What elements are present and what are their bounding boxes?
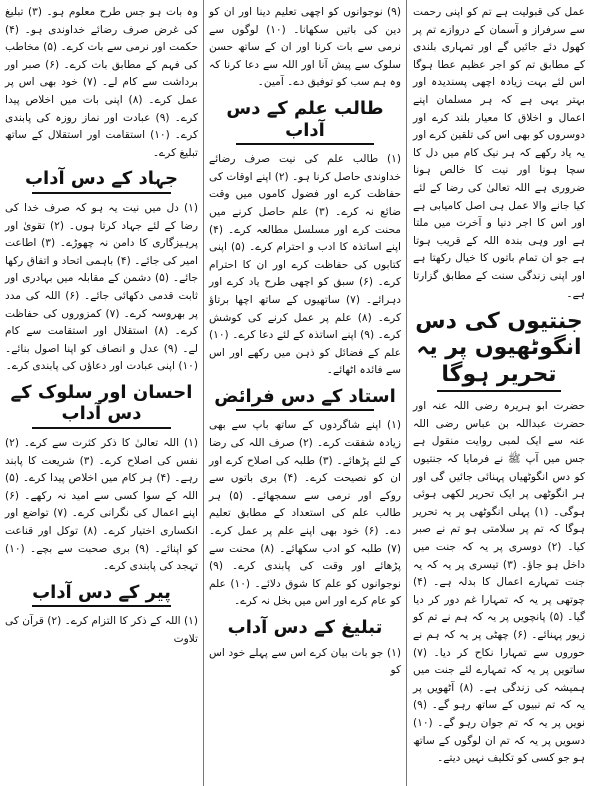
right-intro-text: عمل کی قبولیت ہے تم کو اپنی رحمت سے سرفراز و آسمان کے دروازے تم پر کھول دئے جائیں گے اور تمہاری بلندی کے مطابق تم کو اجر عظیم عطا ہوگا اس لئے بہت زیادہ اچھی پسندیدہ اور بہتر یہی ہے کہ ہر مسلمان اپنے اعمال و اخلاق کا معیار بلند کرے اور دوسروں کو بھی اس کی تلقین کرے اور یہ یاد رکھے کہ ہر نیک کام میں دل کا سچا ہونا اور نیت کا خالص ہونا ضروری ہے اللہ تعالیٰ کی رضا کے لئے کیا جانے والا عمل ہی اصل کامیابی ہے اور اس کا اجر دنیا و آخرت میں ملتا ہے اور وہی بندہ اللہ کے قریب ہوتا ہے جو ان تمام باتوں کا خیال رکھتا ہے اور اپنی زندگی سنت کے مطابق گزارتا ہے۔ — [413, 6, 585, 300]
column-left — [0, 0, 203, 786]
teacher-duties-heading — [209, 386, 401, 412]
jannat-rings-heading-text: جنتیوں کی دس انگوٹھیوں پر یہ تحریر ہوگا — [415, 309, 583, 387]
jihad-manners-body: (۱) دل میں نیت یہ ہو کہ صرف خدا کی رضا کے لئے جہاد کرتا ہوں۔ (۲) تقویٰ اور پرہیزگاری کا دامن نہ چھوڑے۔ (۳) اطاعت امیر کی جائے۔ (۴) باہمی اتحاد و اتفاق رکھا جائے۔ (۵) دشمن کے مقابلہ میں بہادری اور ثابت قدمی دکھائی جائے۔ (۶) اللہ کی مدد پر بھروسہ کرے۔ (۷) کمزوروں کی حفاظت کرے۔ (۸) استقلال اور استقامت سے کام لے۔ (۹) عدل و انصاف کو اپنا اصول بنائے۔ (۱۰) اپنی عبادت اور دعاؤں کی پابندی کرے۔ — [5, 201, 199, 373]
jihad-manners-heading — [5, 168, 198, 194]
column-right — [408, 0, 590, 786]
heading-underline — [32, 192, 171, 194]
peer-manners-heading — [5, 582, 198, 608]
middle-intro-text: (۹) نوجوانوں کو اچھی تعلیم دینا اور ان کو دین کی باتیں سکھانا۔ (۱۰) لوگوں سے نرمی سے بات کرنا اور ان کے ساتھ حسن سلوک سے پیش آنا اور اللہ سے دعا کرنا کہ وہ ہم سب کو توفیق دے۔ آمین۔ — [209, 6, 401, 89]
column-divider — [406, 0, 407, 786]
left-intro-text: وہ بات ہو جس طرح معلوم ہو۔ (۳) تبلیغ کی غرض صرف رضائے خداوندی ہو۔ (۴) حکمت اور نرمی سے بات کرے۔ (۵) مخاطب کی فہم کے مطابق بات کرے۔ (۶) صبر اور برداشت سے کام لے۔ (۷) خود بھی اس پر عمل کرے۔ (۸) اپنی بات میں اخلاص پیدا کرے۔ (۹) عبادت اور نماز روزہ کی پابندی کرے۔ (۱۰) استقامت اور استقلال کے ساتھ تبلیغ کرے۔ — [5, 6, 199, 159]
jannat-rings-heading — [413, 309, 585, 392]
peer-manners-heading-text: پیر کے دس آداب — [32, 581, 171, 603]
ihsan-manners-heading — [5, 382, 198, 429]
jannat-rings-body: حضرت ابو ہریرہ رضی اللہ عنہ اور حضرت عبداللہ بن عباس رضی اللہ عنہ سے ایک لمبی روایت منقول ہے جس میں آپ ﷺ نے فرمایا کہ جنتیوں کو دس انگوٹھیاں پہنائی جائیں گی اور ہر انگوٹھی پر ایک تحریر لکھی ہوئی ہوگی۔ (۱) پہلی انگوٹھی پر یہ تحریر ہوگا کہ تم پر سلامتی ہو تم نے صبر کیا۔ (۲) دوسری پر یہ کہ جنت میں داخل ہو جاؤ۔ (۳) تیسری پر یہ کہ یہ جنت تمہارے اعمال کا بدلہ ہے۔ (۴) چوتھی پر یہ کہ تمہارا غم دور کر دیا گیا۔ (۵) پانچویں پر یہ کہ ہم نے تم کو زیور پہنائے۔ (۶) چھٹی پر یہ کہ ہم نے حوروں سے تمہارا نکاح کر دیا۔ (۷) ساتویں پر یہ کہ تمہارے لئے جنت میں ہمیشہ کی زندگی ہے۔ (۸) آٹھویں پر یہ کہ تم نبیوں کے ساتھ رہو گے۔ (۹) نویں پر یہ کہ تم جوان رہو گے۔ (۱۰) دسویں پر یہ کہ تم ان لوگوں کے ساتھ ہو جو کسی کو تکلیف نہیں دیتے۔ — [413, 400, 586, 765]
tabligh-manners-heading-text: تبلیغ کے دس آداب — [227, 617, 383, 638]
heading-underline — [437, 390, 561, 392]
heading-underline — [32, 427, 171, 429]
ihsan-manners-heading-text: احسان اور سلوک کے دس آداب — [10, 381, 193, 425]
tabligh-manners-body: (۱) جو بات بیان کرے اس سے پہلے خود اس کو — [209, 646, 401, 677]
student-manners-heading — [209, 98, 401, 145]
peer-manners-body: (۱) اللہ کے ذکر کا التزام کرے۔ (۲) قرآن کی تلاوت — [5, 615, 198, 645]
teacher-duties-body: (۱) اپنے شاگردوں کے ساتھ باپ سے بھی زیادہ شفقت کرے۔ (۲) صرف اللہ کی رضا کے لئے پڑھائے۔ (۳) طلبہ کی اصلاح کرے اور ان کو نصیحت کرے۔ (۴) بری باتوں سے روکے اور نرمی سے سمجھائے۔ (۵) ہر طالب علم کی استعداد کے مطابق تعلیم دے۔ (۶) خود بھی اپنے علم پر عمل کرے۔ (۷) طلبہ کو ادب سکھائے۔ (۸) محنت سے پڑھائے اور وقت کی پابندی کرے۔ (۹) نوجوانوں کو علم کا شوق دلائے۔ (۱۰) علم کو عام کرے اور اس میں بخل نہ کرے۔ — [209, 419, 402, 608]
tabligh-manners-heading — [209, 617, 401, 639]
teacher-duties-heading-text: استاد کے دس فرائض — [214, 385, 396, 407]
heading-underline — [236, 143, 374, 145]
jihad-manners-heading-text: جہاد کے دس آداب — [24, 168, 179, 190]
student-manners-heading-text: طالب علم کے دس آداب — [226, 97, 384, 141]
column-middle — [204, 0, 406, 786]
heading-underline — [32, 605, 171, 607]
column-divider — [203, 0, 204, 786]
student-manners-body: (۱) طالب علم کی نیت صرف رضائے خداوندی حاصل کرنا ہو۔ (۲) اپنے اوقات کی حفاظت کرے اور فضول کاموں میں وقت ضائع نہ کرے۔ (۳) علم حاصل کرنے میں محنت کرے اور مسلسل مطالعہ کرے۔ (۴) اپنے اساتذہ کا ادب و احترام کرے۔ (۵) اپنی کتابوں کی حفاظت کرے اور ان کا احترام کرے۔ (۶) سبق کو اچھی طرح یاد کرے اور دہرائے۔ (۷) ساتھیوں کے ساتھ اچھا برتاؤ کرے۔ (۸) علم پر عمل کرنے کی کوشش کرے۔ (۹) اپنے اساتذہ کے لئے دعا کرے۔ (۱۰) علم کے فضائل کو ذہن میں رکھے اور اس سے فائدہ اٹھائے۔ — [209, 153, 402, 377]
heading-underline — [236, 409, 374, 411]
ihsan-manners-body: (۱) اللہ تعالیٰ کا ذکر کثرت سے کرے۔ (۲) نفس کی اصلاح کرے۔ (۳) شریعت کا پابند رہے۔ (۴) ہر کام میں اخلاص پیدا کرے۔ (۵) اللہ کے سوا کسی سے امید نہ رکھے۔ (۶) اپنے اعمال کی نگرانی کرے۔ (۷) تواضع اور انکساری اختیار کرے۔ (۸) توکل اور قناعت کو اپنائے۔ (۹) بری صحبت سے بچے۔ (۱۰) تہجد کی پابندی کرے۔ — [5, 437, 199, 573]
